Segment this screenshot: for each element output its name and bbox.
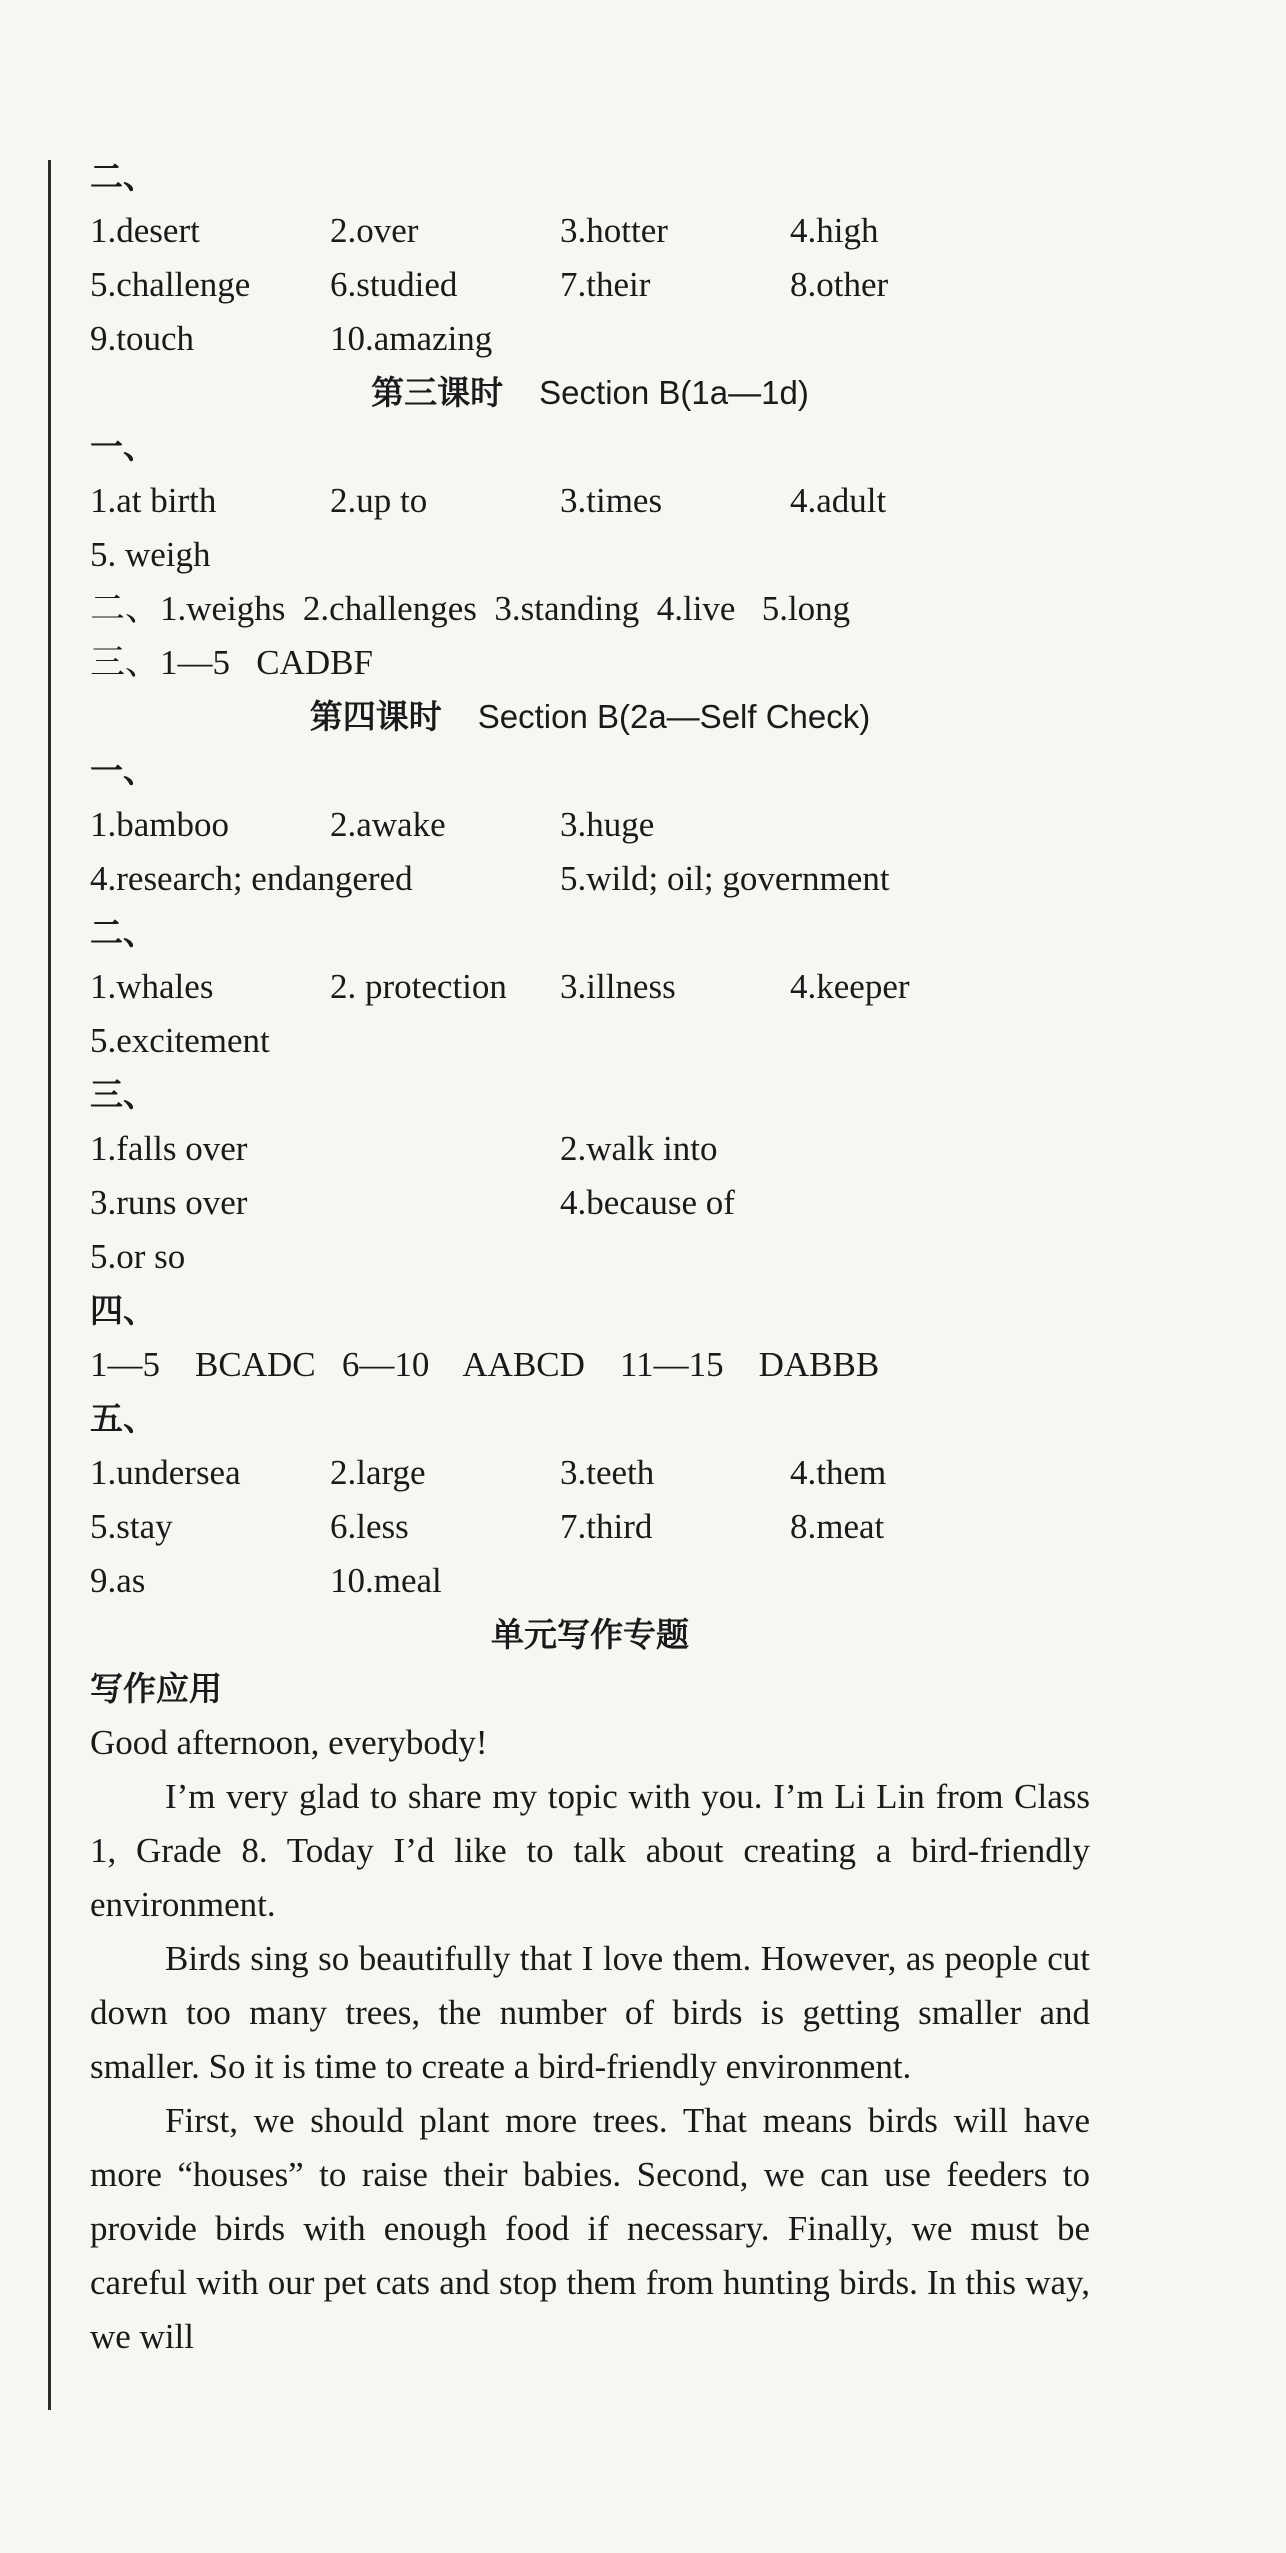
answer-row: [90, 852, 1090, 906]
lesson-title-cn: 第四课时: [309, 697, 442, 736]
answer-row: [90, 204, 1090, 258]
essay-greeting: Good afternoon, everybody!: [90, 1723, 488, 1762]
answer-item: 1.undersea: [90, 1453, 241, 1492]
answer-item: 4.them: [790, 1453, 887, 1492]
answer-item: 4.because of: [560, 1183, 735, 1222]
answer-item: 10.meal: [330, 1561, 442, 1600]
answer-row: [90, 528, 1090, 582]
content-column: [90, 150, 1090, 2364]
answer-row: [90, 1446, 1090, 1500]
answer-item: 2.large: [330, 1453, 426, 1492]
answer-item: 3.times: [560, 481, 663, 520]
answer-item: 8.meat: [790, 1507, 885, 1546]
answer-item: 4.adult: [790, 481, 887, 520]
lesson-title-cn: 第三课时: [371, 373, 504, 412]
answer-item: 9.as: [90, 1561, 146, 1600]
answer-item: 2.over: [330, 211, 419, 250]
answer-item: 5.or so: [90, 1237, 186, 1276]
section-heading: 三、: [90, 1075, 156, 1114]
answer-item: 2.walk into: [560, 1129, 718, 1168]
essay-paragraph: Birds sing so beautifully that I love them. However, as people cut down too many trees, the number of birds is getting smaller and smaller. So it is time to create a bird-friendly environment.: [90, 1939, 1090, 2086]
answer-row: [90, 1230, 1090, 1284]
section-heading: 四、: [90, 1291, 156, 1330]
answer-item: 4.keeper: [790, 967, 910, 1006]
answer-item: 6.less: [330, 1507, 409, 1546]
answer-item: 2.up to: [330, 481, 428, 520]
answer-line: 三、1—5 CADBF: [90, 643, 373, 682]
margin-rule: [48, 160, 51, 2410]
essay-paragraph: First, we should plant more trees. That means birds will have more “houses” to raise their babies. Second, we can use feeders to provide birds with enough food if necessary. Finally, we must be careful with our pet cats and stop them from hunting birds. In this way, we will: [90, 2101, 1090, 2356]
answer-item: 1.falls over: [90, 1129, 248, 1168]
answer-item: 3.illness: [560, 967, 676, 1006]
answer-item: 3.teeth: [560, 1453, 655, 1492]
section-heading: 二、: [90, 913, 156, 952]
answer-item: 3.huge: [560, 805, 655, 844]
answer-row: [90, 1176, 1090, 1230]
answer-row: [90, 474, 1090, 528]
answer-item: 10.amazing: [330, 319, 493, 358]
answer-item: 4.research; endangered: [90, 859, 413, 898]
section-heading: 五、: [90, 1399, 156, 1438]
answer-item: 7.third: [560, 1507, 653, 1546]
answer-item: 5. weigh: [90, 535, 211, 574]
answer-item: 4.high: [790, 211, 879, 250]
answer-item: 9.touch: [90, 319, 195, 358]
answer-item: 2. protection: [330, 967, 507, 1006]
essay: [90, 1716, 1090, 2364]
section-heading: 二、: [90, 157, 156, 196]
answer-item: 5.excitement: [90, 1021, 270, 1060]
answer-item: 5.wild; oil; government: [560, 859, 890, 898]
answer-item: 7.their: [560, 265, 651, 304]
writing-sub-heading: 写作应用: [90, 1669, 222, 1708]
lesson-title-en: Section B(1a—1d): [539, 374, 809, 411]
answer-item: 2.awake: [330, 805, 446, 844]
answer-item: 5.stay: [90, 1507, 173, 1546]
section-heading: 一、: [90, 751, 156, 790]
answer-item: 1.bamboo: [90, 805, 230, 844]
answer-row: [90, 1122, 1090, 1176]
answer-item: 6.studied: [330, 265, 458, 304]
answer-row: [90, 960, 1090, 1014]
answer-row: [90, 1014, 1090, 1068]
essay-paragraph: I’m very glad to share my topic with you. I’m Li Lin from Class 1, Grade 8. Today I’d like to talk about creating a bird-friendly environment.: [90, 1777, 1090, 1924]
answer-row: [90, 1500, 1090, 1554]
lesson-title-en: Section B(2a—Self Check): [477, 698, 871, 735]
answer-item: 1.desert: [90, 211, 200, 250]
answer-row: [90, 258, 1090, 312]
lesson-title: [90, 690, 1090, 744]
answer-item: 5.challenge: [90, 265, 251, 304]
answer-item: 1.whales: [90, 967, 214, 1006]
answer-row: [90, 1554, 1090, 1608]
section-heading: 一、: [90, 427, 156, 466]
answer-row: [90, 312, 1090, 366]
answer-line: 1—5 BCADC 6—10 AABCD 11—15 DABBB: [90, 1345, 880, 1384]
answer-line: 二、1.weighs 2.challenges 3.standing 4.live 5.long: [90, 589, 851, 628]
answer-row: [90, 798, 1090, 852]
answer-item: 8.other: [790, 265, 889, 304]
answer-item: 1.at birth: [90, 481, 217, 520]
lesson-title: [90, 366, 1090, 420]
answer-item: 3.hotter: [560, 211, 668, 250]
answer-item: 3.runs over: [90, 1183, 248, 1222]
unit-writing-title: 单元写作专题: [491, 1615, 689, 1654]
